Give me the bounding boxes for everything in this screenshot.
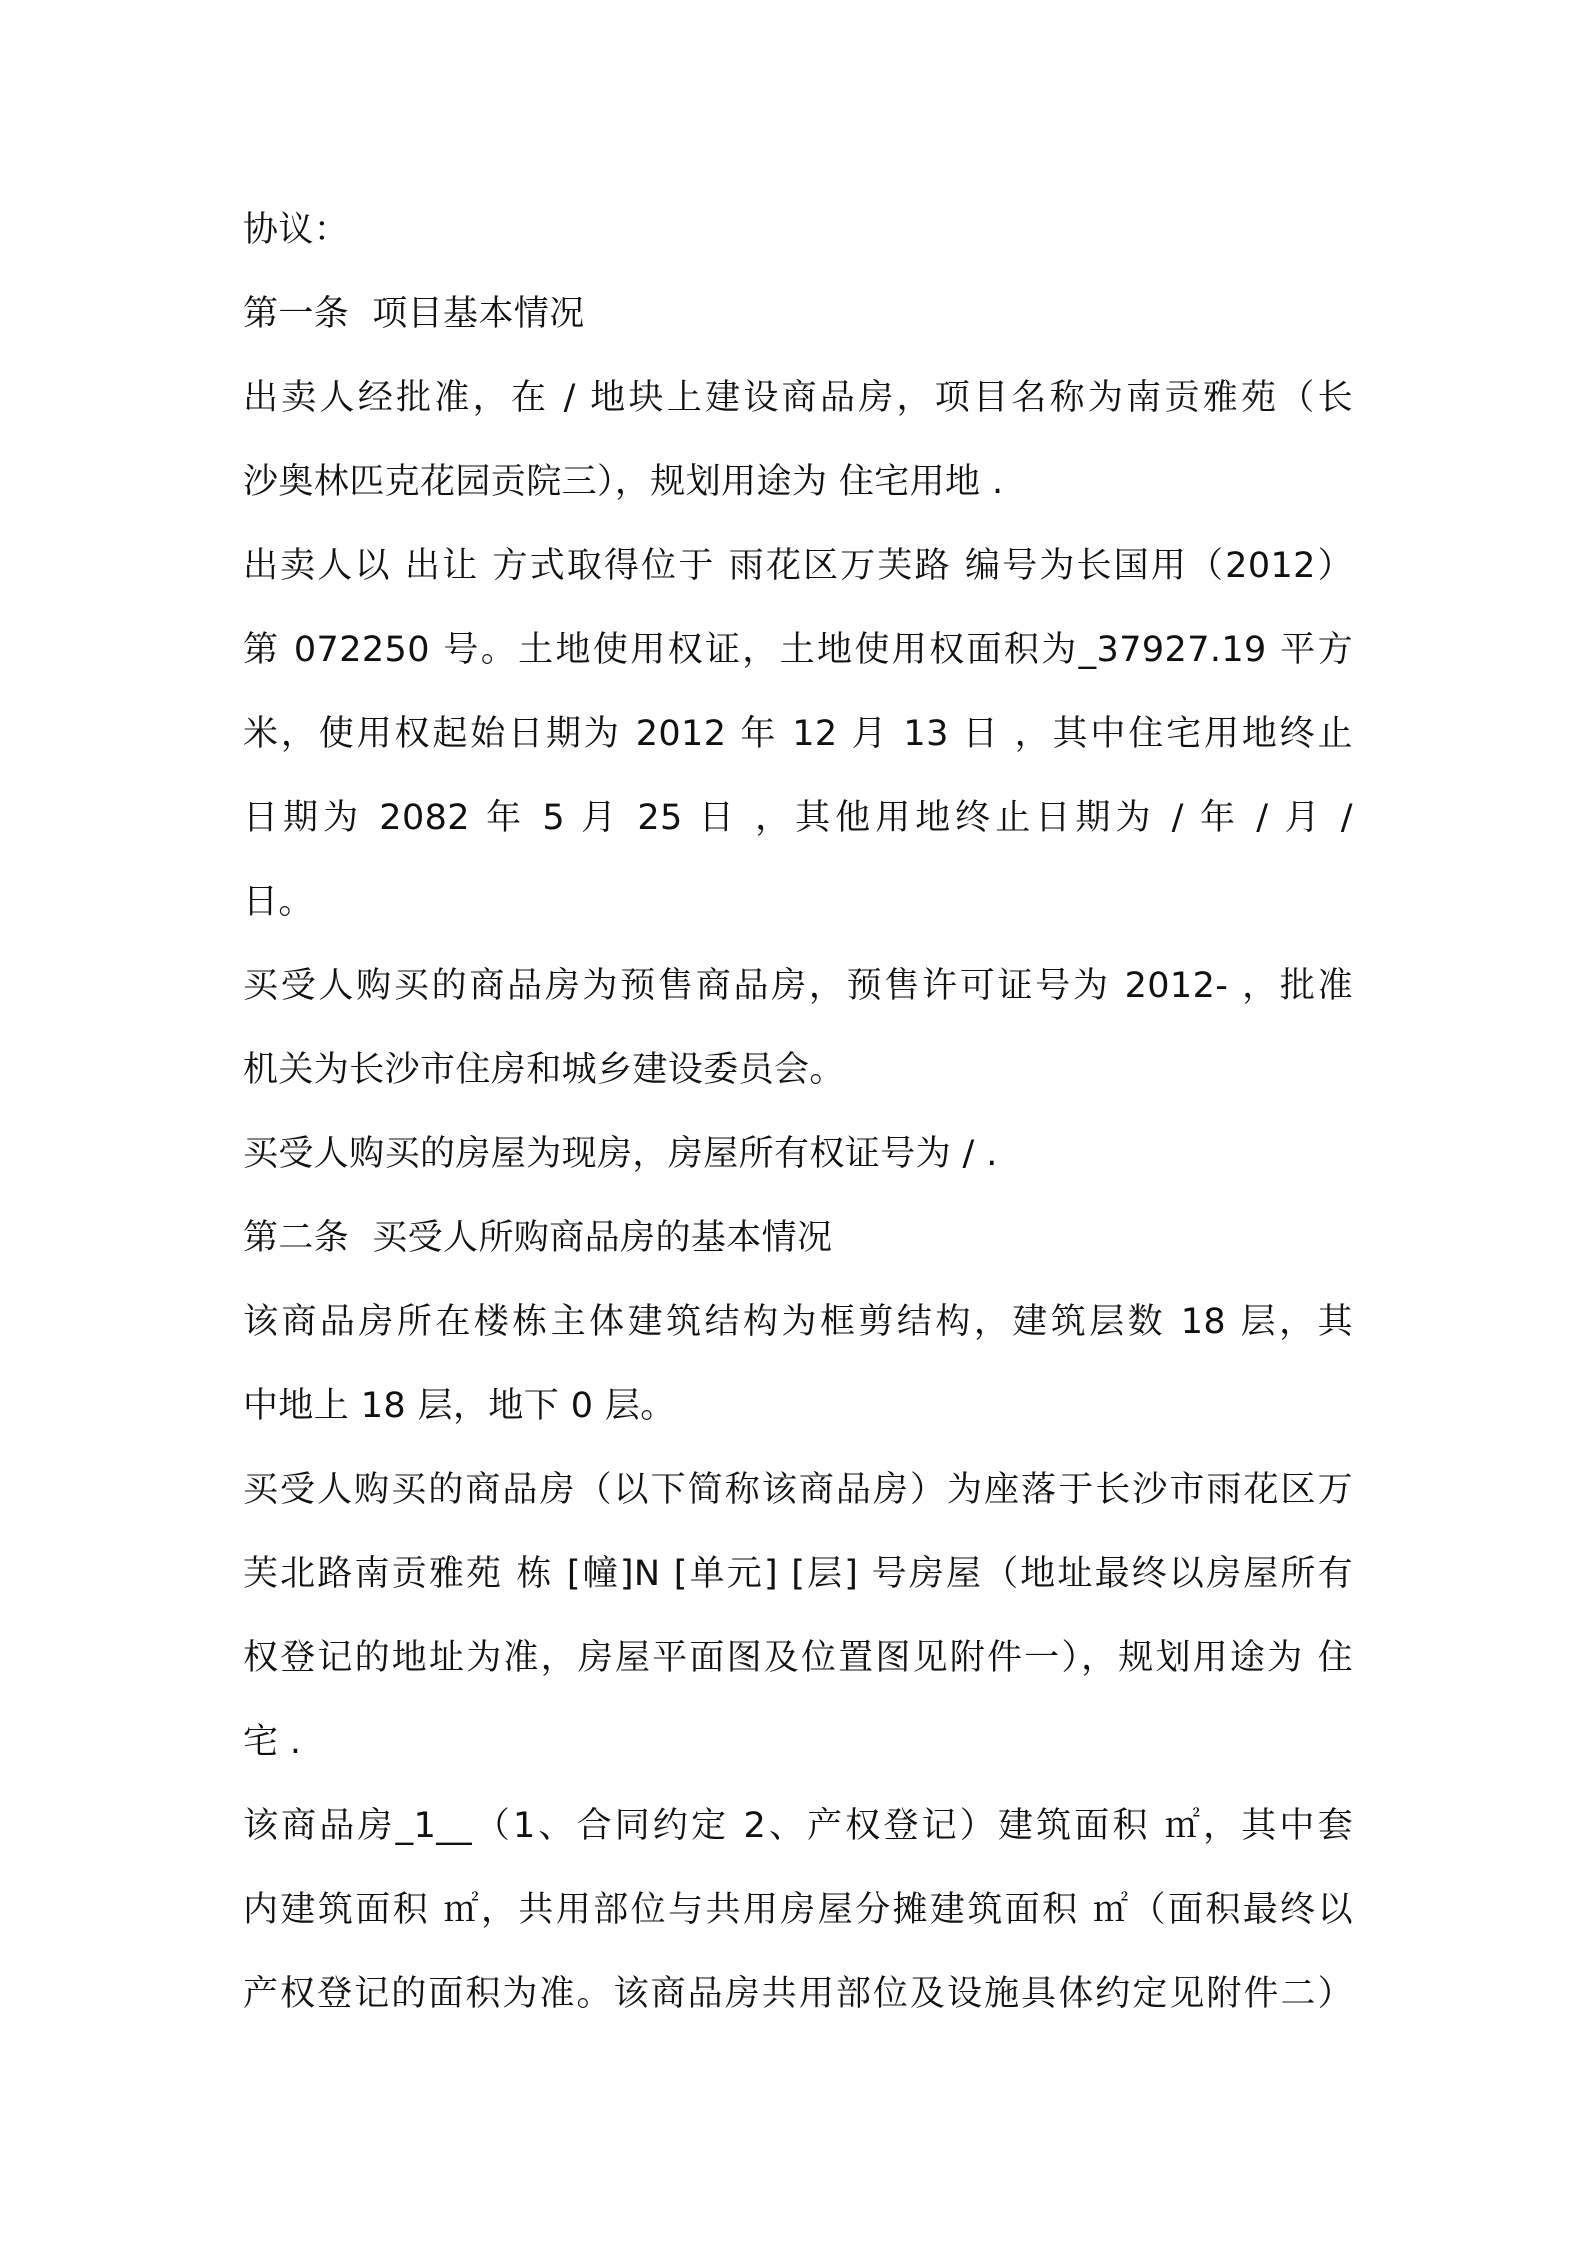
text-line: 芙北路南贡雅苑 栋 [幢]N [单元] [层] 号房屋（地址最终以房屋所有: [243, 1554, 1353, 1594]
text-line: 产权登记的面积为准。该商品房共用部位及设施具体约定见附件二）: [243, 1974, 1353, 2014]
text-line: 沙奥林匹克花园贡院三），规划用途为 住宅用地 .: [243, 462, 1004, 502]
text-line: 该商品房_1__（1、合同约定 2、产权登记）建筑面积 ㎡，其中套: [243, 1806, 1353, 1846]
text-line: 日。: [243, 882, 314, 922]
text-line: 米，使用权起始日期为 2012 年 12 月 13 日 ，其中住宅用地终止: [243, 714, 1353, 754]
text-line: 买受人购买的商品房为预售商品房，预售许可证号为 2012- ，批准: [243, 966, 1353, 1006]
article-2-title: 第二条 买受人所购商品房的基本情况: [243, 1218, 833, 1258]
text-line: 该商品房所在楼栋主体建筑结构为框剪结构，建筑层数 18 层，其: [243, 1302, 1353, 1342]
text-line: 出卖人经批准，在 / 地块上建设商品房，项目名称为南贡雅苑（长: [243, 378, 1353, 418]
text-line: 买受人购买的房屋为现房，房屋所有权证号为 / .: [243, 1134, 998, 1174]
article-1-title: 第一条 项目基本情况: [243, 294, 585, 334]
text-line: 日期为 2082 年 5 月 25 日 ，其他用地终止日期为 / 年 / 月 /: [243, 798, 1353, 838]
text-line: 宅 .: [243, 1722, 302, 1762]
text-line: 买受人购买的商品房（以下简称该商品房）为座落于长沙市雨花区万: [243, 1470, 1353, 1510]
text-line: 机关为长沙市住房和城乡建设委员会。: [243, 1050, 845, 1090]
text-line: 中地上 18 层，地下 0 层。: [243, 1386, 676, 1426]
text-line: 内建筑面积 ㎡，共用部位与共用房屋分摊建筑面积 ㎡（面积最终以: [243, 1890, 1353, 1930]
heading-agreement: 协议：: [243, 210, 350, 250]
text-line: 第 072250 号。土地使用权证，土地使用权面积为_37927.19 平方: [243, 630, 1353, 670]
text-line: 权登记的地址为准，房屋平面图及位置图见附件一），规划用途为 住: [243, 1638, 1353, 1678]
text-line: 出卖人以 出让 方式取得位于 雨花区万芙路 编号为长国用（2012）: [243, 546, 1353, 586]
